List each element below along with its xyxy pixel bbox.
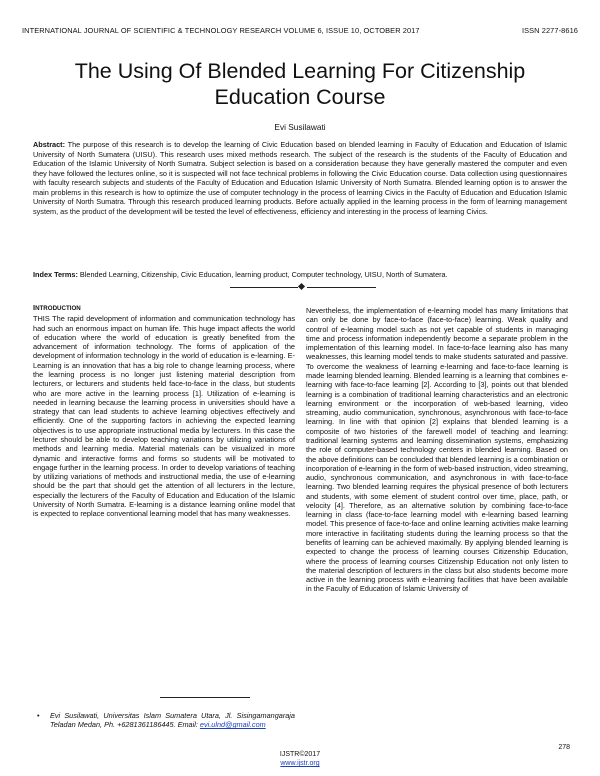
author-email-link[interactable]: evi.ulnd@gmail.com xyxy=(199,720,266,730)
abstract-text: The purpose of this research is to develop the learning of Civic Education based on blended learning in Faculty of Education and Education of Islamic University of North Sumatera (UISU). This research uses mixed methods research. The subject of the research is the students of the Faculty of Education and Education of the Islamic University of North Sumatra. Subject selection is based on a consideration because they have generally mastered the computer and even they have followed the lectures online, so it is suspected will not face technical problems in following the Civic Education course. Data collection using questionnaires with faculty research subjects and students of the Faculty of Education and Education Islamic University of North Sumatra. Blended learning option is to answer the main problems in this research is how to optimize the use of computer technology in the process of learning Civics in the Faculty of Education and Education Islamic University of North Sumatra. Through this research produced learning products. Before actually applied in the learning process in the form of learning management system, as the product of the development will be tested the level of effectiveness, efficiency and interesting in the process of learning Civics. xyxy=(33,140,567,216)
abstract xyxy=(33,140,567,216)
paper-title: The Using Of Blended Learning For Citizenship Education Course xyxy=(74,59,526,109)
website-link[interactable]: www.ijstr.org xyxy=(280,760,320,767)
right-column xyxy=(306,306,568,594)
footnote-rule xyxy=(160,697,250,698)
index-terms-label: Index Terms: xyxy=(33,270,78,279)
bullet-icon: • xyxy=(37,711,40,720)
copyright: IJSTR©2017 xyxy=(279,751,321,758)
journal-name: INTERNATIONAL JOURNAL OF SCIENTIFIC & TECHNOLOGY RESEARCH VOLUME 6, ISSUE 10, OCTOBER 2017 xyxy=(22,26,420,35)
abstract-label: Abstract: xyxy=(33,140,66,149)
issn: ISSN 2277-8616 xyxy=(521,26,578,35)
page-number: 278 xyxy=(558,744,570,751)
index-terms-text: Blended Learning, Citizenship, Civic Education, learning product, Computer technology, UISU, North of Sumatera. xyxy=(79,270,448,279)
section-divider xyxy=(230,283,376,293)
journal-header xyxy=(22,26,578,38)
index-terms xyxy=(33,270,567,280)
introduction-heading: INTRODUCTION xyxy=(33,303,81,312)
left-column xyxy=(33,303,295,518)
introduction-right-text: Nevertheless, the implementation of e-learning model has many limitations that can only be done by face-to-face (face-to-face) learning. Weak quality and control of e-learning model such as not yet capable of students in managing time and process information independently become a separate problem in the implementation of this learning model. In face-to-face learning also has many weaknesses, this learning model tends to make students saturated and passive. To overcome the weakness of learning e-learning and face-to-face learning is made learning blended learning. Blended learning is a learning that combines e-learning with face-to-face learning [2]. According to [3], points out that blended learning is a combination of traditional learning characteristics and an electronic learning environment or the incorporation of web-based learning, video streaming, audio communication, synchronous, asynchronous with face-to-face learning. In line with that opinion [2] explains that blended learning is a composite of two histories of the farewell model of teaching and learning: traditional learning systems and learning dissemination systems, emphasizing the role of computer-based technology centers in blended learning. Based on the above definitions can be concluded that blended learning is a combination or incorporation of e-learning in the form of web-based instruction, video streaming, audio, synchronous communication, and asynchronous in with face-to-face learning. Two blended learning requires the physical presence of both lecturers and students, with some element of student control over time, place, path, or velocity [4]. Therefore, as an alternative solution by combining face-to-face learning in class (face-to-face learning model with e-learning based learning model. This presence of face-to-face and online learning activities make learning more interactive in facilitating students during the learning process so that the benefits of learning can be achieved maximally. By applying blended learning is expected to change the process of learning courses Citizenship Education, where the process of learning courses Citizenship Education not only listen to the material description of lecturers in the class but also students become more active in the learning process with e-learning facilities that have been available in the Faculty of Education of Islamic University of xyxy=(306,306,568,594)
author-footnote xyxy=(37,711,295,730)
footnote-text: Evi Susilawati, Universitas Islam Sumatera Utara, Jl. Sisingamangaraja Teladan Medan, Ph. +6281361186445. Email: xyxy=(50,711,295,730)
author-name: Evi Susilawati xyxy=(274,122,326,132)
diamond-icon xyxy=(298,283,305,290)
introduction-left-text: THIS The rapid development of information and communication technology has had such an enormous impact on human life. This huge impact affects the world of education where the world of education is greatly benefited from the advancement of information technology. The forms of application of the development of information technology in the world of education is e-learning. E-Learning is an innovation that has a big role to change learning process, where the learning process is no longer just listening material description from lecturers, or lecturers and students held face-to-face in the class, but students who are more active in the learning process [1]. Utilization of e-learning is needed in learning because the learning process in universities should have a strategy that can lead students to achieve learning objectives effectively and efficiently. One of the supporting factors in achieving the expected learning objectives is to use appropriate instructional media by lecturers. In this case the lecturer should be able to develop teaching variations by utilizing variations of methods and learning media. Material materials can be visualized in more dynamic and interactive forms and forms so students will be motivated to engage further in the learning process. In order to develop variations of teaching by utilizing variations of methods and instructional media, the use of e-learning should be the part that should get the attention of all lecturers in the lecture, especially the lecturers of the Faculty of Education and Education of the Islamic University of North Sumatra. E-learning is a distance learning online model that is expected to replace conventional learning model that has many weaknesses. xyxy=(33,314,295,519)
